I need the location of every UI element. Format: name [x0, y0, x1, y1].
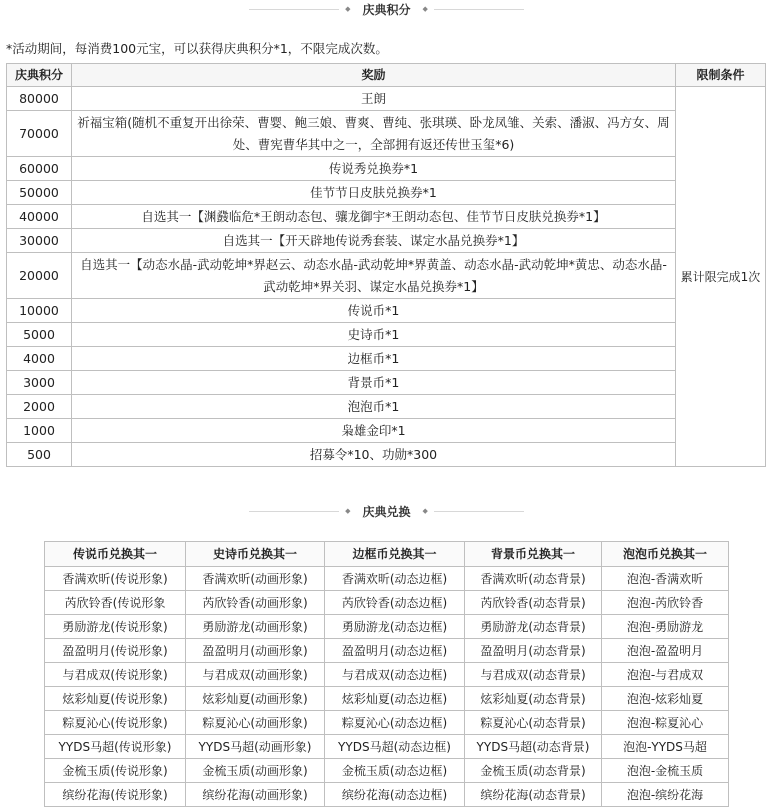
reward-value: 边框币*1: [72, 347, 676, 371]
background-coin-item: 芮欣铃香(动态背景): [465, 591, 602, 615]
diamond-icon: ◆: [345, 5, 351, 13]
exchange-table-row: [45, 735, 729, 759]
points-value: 10000: [7, 299, 72, 323]
epic-coin-item: 勇励游龙(动画形象): [186, 615, 325, 639]
background-coin-item: 勇励游龙(动态背景): [465, 615, 602, 639]
points-value: 70000: [7, 111, 72, 157]
reward-value: 招募令*10、功勋*300: [72, 443, 676, 467]
epic-coin-item: 炫彩灿夏(动画形象): [186, 687, 325, 711]
epic-coin-item: 粽夏沁心(动画形象): [186, 711, 325, 735]
points-value: 40000: [7, 205, 72, 229]
divider-right: [434, 511, 524, 512]
bubble-coin-item: 泡泡-YYDS马超: [602, 735, 729, 759]
divider-left: [249, 511, 339, 512]
epic-coin-item: YYDS马超(动画形象): [186, 735, 325, 759]
reward-value: 自选其一【渊鼗临危*王朗动态包、骧龙御宇*王朗动态包、佳节节日皮肤兑换券*1】: [72, 205, 676, 229]
background-coin-item: 与君成双(动态背景): [465, 663, 602, 687]
exchange-table-row: [45, 639, 729, 663]
points-value: 2000: [7, 395, 72, 419]
diamond-icon: ◆: [422, 507, 428, 515]
divider-right: [434, 9, 524, 10]
header-epic-coin: 史诗币兑换其一: [186, 542, 325, 567]
divider-left: [249, 9, 339, 10]
epic-coin-item: 金梳玉质(动画形象): [186, 759, 325, 783]
points-table-row: [7, 157, 766, 181]
exchange-table-row: [45, 663, 729, 687]
bubble-coin-item: 泡泡-金梳玉质: [602, 759, 729, 783]
points-value: 5000: [7, 323, 72, 347]
legend-coin-item: 与君成双(传说形象): [45, 663, 186, 687]
exchange-table-row: [45, 783, 729, 807]
header-frame-coin: 边框币兑换其一: [325, 542, 465, 567]
bubble-coin-item: 泡泡-勇励游龙: [602, 615, 729, 639]
exchange-table-header: [45, 542, 729, 567]
frame-coin-item: 炫彩灿夏(动态边框): [325, 687, 465, 711]
background-coin-item: YYDS马超(动态背景): [465, 735, 602, 759]
points-table-row: [7, 205, 766, 229]
points-value: 30000: [7, 229, 72, 253]
epic-coin-item: 盈盈明月(动画形象): [186, 639, 325, 663]
points-table-row: [7, 443, 766, 467]
frame-coin-item: 金梳玉质(动态边框): [325, 759, 465, 783]
legend-coin-item: 勇励游龙(传说形象): [45, 615, 186, 639]
reward-value: 史诗币*1: [72, 323, 676, 347]
points-value: 1000: [7, 419, 72, 443]
background-coin-item: 炫彩灿夏(动态背景): [465, 687, 602, 711]
exchange-table-row: [45, 687, 729, 711]
reward-value: 传说秀兑换券*1: [72, 157, 676, 181]
points-table-row: [7, 87, 766, 111]
bubble-coin-item: 泡泡-与君成双: [602, 663, 729, 687]
points-table-row: [7, 419, 766, 443]
exchange-table-row: [45, 567, 729, 591]
exchange-table-row: [45, 759, 729, 783]
frame-coin-item: 与君成双(动态边框): [325, 663, 465, 687]
points-table-row: [7, 181, 766, 205]
legend-coin-item: 粽夏沁心(传说形象): [45, 711, 186, 735]
section-title-exchange: [0, 502, 773, 520]
frame-coin-item: 香满欢昕(动态边框): [325, 567, 465, 591]
reward-value: 枭雄金印*1: [72, 419, 676, 443]
legend-coin-item: 缤纷花海(传说形象): [45, 783, 186, 807]
frame-coin-item: 缤纷花海(动态边框): [325, 783, 465, 807]
points-table-row: [7, 111, 766, 157]
reward-value: 祈福宝箱(随机不重复开出徐荣、曹婴、鲍三娘、曹爽、曹纯、张琪瑛、卧龙凤雏、关索、潘淑、冯方女、周处、曹宪曹华其中之一，全部拥有返还传世玉玺*6): [72, 111, 676, 157]
points-value: 60000: [7, 157, 72, 181]
header-reward: 奖励: [72, 64, 676, 87]
legend-coin-item: 盈盈明月(传说形象): [45, 639, 186, 663]
points-table: [6, 63, 766, 467]
exchange-table-row: [45, 615, 729, 639]
exchange-table-row: [45, 591, 729, 615]
frame-coin-item: 芮欣铃香(动态边框): [325, 591, 465, 615]
background-coin-item: 缤纷花海(动态背景): [465, 783, 602, 807]
reward-value: 佳节节日皮肤兑换券*1: [72, 181, 676, 205]
reward-value: 自选其一【开天辟地传说秀套装、谋定水晶兑换券*1】: [72, 229, 676, 253]
points-table-header: [7, 64, 766, 87]
points-value: 50000: [7, 181, 72, 205]
legend-coin-item: 香满欢昕(传说形象): [45, 567, 186, 591]
points-value: 500: [7, 443, 72, 467]
points-value: 4000: [7, 347, 72, 371]
bubble-coin-item: 泡泡-缤纷花海: [602, 783, 729, 807]
frame-coin-item: 粽夏沁心(动态边框): [325, 711, 465, 735]
epic-coin-item: 与君成双(动画形象): [186, 663, 325, 687]
epic-coin-item: 芮欣铃香(动画形象): [186, 591, 325, 615]
background-coin-item: 粽夏沁心(动态背景): [465, 711, 602, 735]
legend-coin-item: YYDS马超(传说形象): [45, 735, 186, 759]
header-points: 庆典积分: [7, 64, 72, 87]
bubble-coin-item: 泡泡-香满欢昕: [602, 567, 729, 591]
frame-coin-item: 盈盈明月(动态边框): [325, 639, 465, 663]
points-table-row: [7, 371, 766, 395]
diamond-icon: ◆: [422, 5, 428, 13]
bubble-coin-item: 泡泡-盈盈明月: [602, 639, 729, 663]
reward-value: 泡泡币*1: [72, 395, 676, 419]
bubble-coin-item: 泡泡-炫彩灿夏: [602, 687, 729, 711]
section-title-label: 庆典兑换: [362, 504, 411, 519]
reward-value: 传说币*1: [72, 299, 676, 323]
background-coin-item: 金梳玉质(动态背景): [465, 759, 602, 783]
reward-value: 背景币*1: [72, 371, 676, 395]
points-table-row: [7, 323, 766, 347]
points-table-row: [7, 299, 766, 323]
points-value: 3000: [7, 371, 72, 395]
epic-coin-item: 香满欢昕(动画形象): [186, 567, 325, 591]
section-title-label: 庆典积分: [362, 2, 411, 17]
section-title-points: [0, 0, 773, 18]
points-table-row: [7, 253, 766, 299]
points-value: 80000: [7, 87, 72, 111]
points-table-row: [7, 229, 766, 253]
legend-coin-item: 芮欣铃香(传说形象: [45, 591, 186, 615]
legend-coin-item: 炫彩灿夏(传说形象): [45, 687, 186, 711]
activity-note: *活动期间，每消费100元宝，可以获得庆典积分*1，不限完成次数。: [6, 41, 388, 56]
bubble-coin-item: 泡泡-粽夏沁心: [602, 711, 729, 735]
exchange-table-row: [45, 711, 729, 735]
header-limit: 限制条件: [676, 64, 766, 87]
header-legend-coin: 传说币兑换其一: [45, 542, 186, 567]
diamond-icon: ◆: [345, 507, 351, 515]
points-value: 20000: [7, 253, 72, 299]
exchange-table: [44, 541, 729, 807]
epic-coin-item: 缤纷花海(动画形象): [186, 783, 325, 807]
points-table-row: [7, 395, 766, 419]
legend-coin-item: 金梳玉质(传说形象): [45, 759, 186, 783]
header-bubble-coin: 泡泡币兑换其一: [602, 542, 729, 567]
background-coin-item: 盈盈明月(动态背景): [465, 639, 602, 663]
frame-coin-item: 勇励游龙(动态边框): [325, 615, 465, 639]
reward-value: 自选其一【动态水晶-武动乾坤*界赵云、动态水晶-武动乾坤*界黄盖、动态水晶-武动乾坤*黄忠、动态水晶-武动乾坤*界关羽、谋定水晶兑换券*1】: [72, 253, 676, 299]
points-table-row: [7, 347, 766, 371]
bubble-coin-item: 泡泡-芮欣铃香: [602, 591, 729, 615]
reward-value: 王朗: [72, 87, 676, 111]
background-coin-item: 香满欢昕(动态背景): [465, 567, 602, 591]
limit-condition: 累计限完成1次: [676, 87, 766, 467]
frame-coin-item: YYDS马超(动态边框): [325, 735, 465, 759]
header-background-coin: 背景币兑换其一: [465, 542, 602, 567]
